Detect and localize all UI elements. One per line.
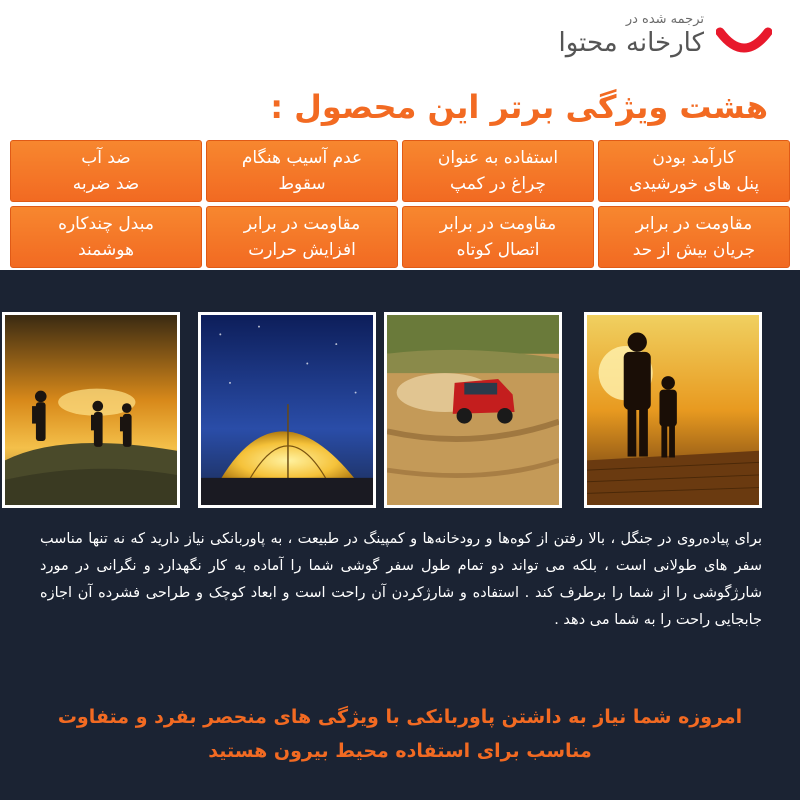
feature-line: اتصال کوتاه	[456, 240, 540, 260]
feature-line: جریان بیش از حد	[632, 240, 756, 260]
feature-card	[598, 206, 790, 268]
feature-line: پنل های خورشیدی	[628, 174, 760, 194]
feature-line: ضد ضربه	[72, 174, 140, 194]
features-headline: هشت ویژگی برتر این محصول :	[270, 88, 768, 126]
cta-line-1: امروزه شما نیاز به داشتن پاوربانکی با ویژگی های منحصر بفرد و متفاوت	[57, 706, 743, 728]
feature-card	[206, 206, 398, 268]
feature-line: چراغ در کمپ	[450, 174, 546, 194]
feature-line: استفاده به عنوان	[437, 148, 559, 168]
call-to-action	[20, 700, 780, 768]
tent-night-photo	[198, 312, 376, 508]
feature-card	[206, 140, 398, 202]
cta-line-2: مناسب برای استفاده محیط بیرون هستید	[208, 740, 592, 762]
feature-card	[10, 140, 202, 202]
feature-line: هوشمند	[78, 240, 134, 260]
family-sunset-photo	[584, 312, 762, 508]
feature-line: افزایش حرارت	[248, 240, 356, 260]
feature-card	[10, 206, 202, 268]
logo[interactable]	[556, 6, 776, 66]
photo-strip	[0, 312, 800, 508]
hikers-sunset-photo	[2, 312, 180, 508]
feature-card	[598, 140, 790, 202]
logo-name: کارخانه محتوا	[558, 28, 704, 58]
feature-line: مقاومت در برابر	[635, 214, 753, 234]
feature-line: ضد آب	[81, 148, 131, 168]
feature-line: مبدل چندکاره	[58, 214, 154, 234]
offroad-car-photo	[384, 312, 562, 508]
smile-curve-icon	[716, 22, 772, 62]
logo-subtitle: ترجمه شده در	[625, 12, 704, 27]
feature-line: عدم آسیب هنگام	[241, 148, 363, 168]
description-paragraph: برای پیاده‌روی در جنگل ، بالا رفتن از کوه‌ها و رودخانه‌ها و کمپینگ در طبیعت ، به پاوربانکی نیاز دارید که نه تنها مناسب سفر های طولانی است ، بلکه می تواند دو تمام طول سفر گوشی شما را آماده به کار نگهدارد و نگرانی در مورد شارژگوشی را از شما را برطرف کند . استفاده و شارژکردن آن راحت است و ابعاد کوچک و طراحی فشرده آن اجازه جابجایی راحت را به شما می دهد .	[40, 531, 762, 628]
features-grid	[10, 140, 790, 268]
feature-card	[402, 140, 594, 202]
feature-line: کارآمد بودن	[652, 148, 736, 168]
top-section	[0, 0, 800, 270]
feature-line: مقاومت در برابر	[439, 214, 557, 234]
feature-line: مقاومت در برابر	[243, 214, 361, 234]
feature-line: سقوط	[278, 174, 326, 194]
feature-card	[402, 206, 594, 268]
